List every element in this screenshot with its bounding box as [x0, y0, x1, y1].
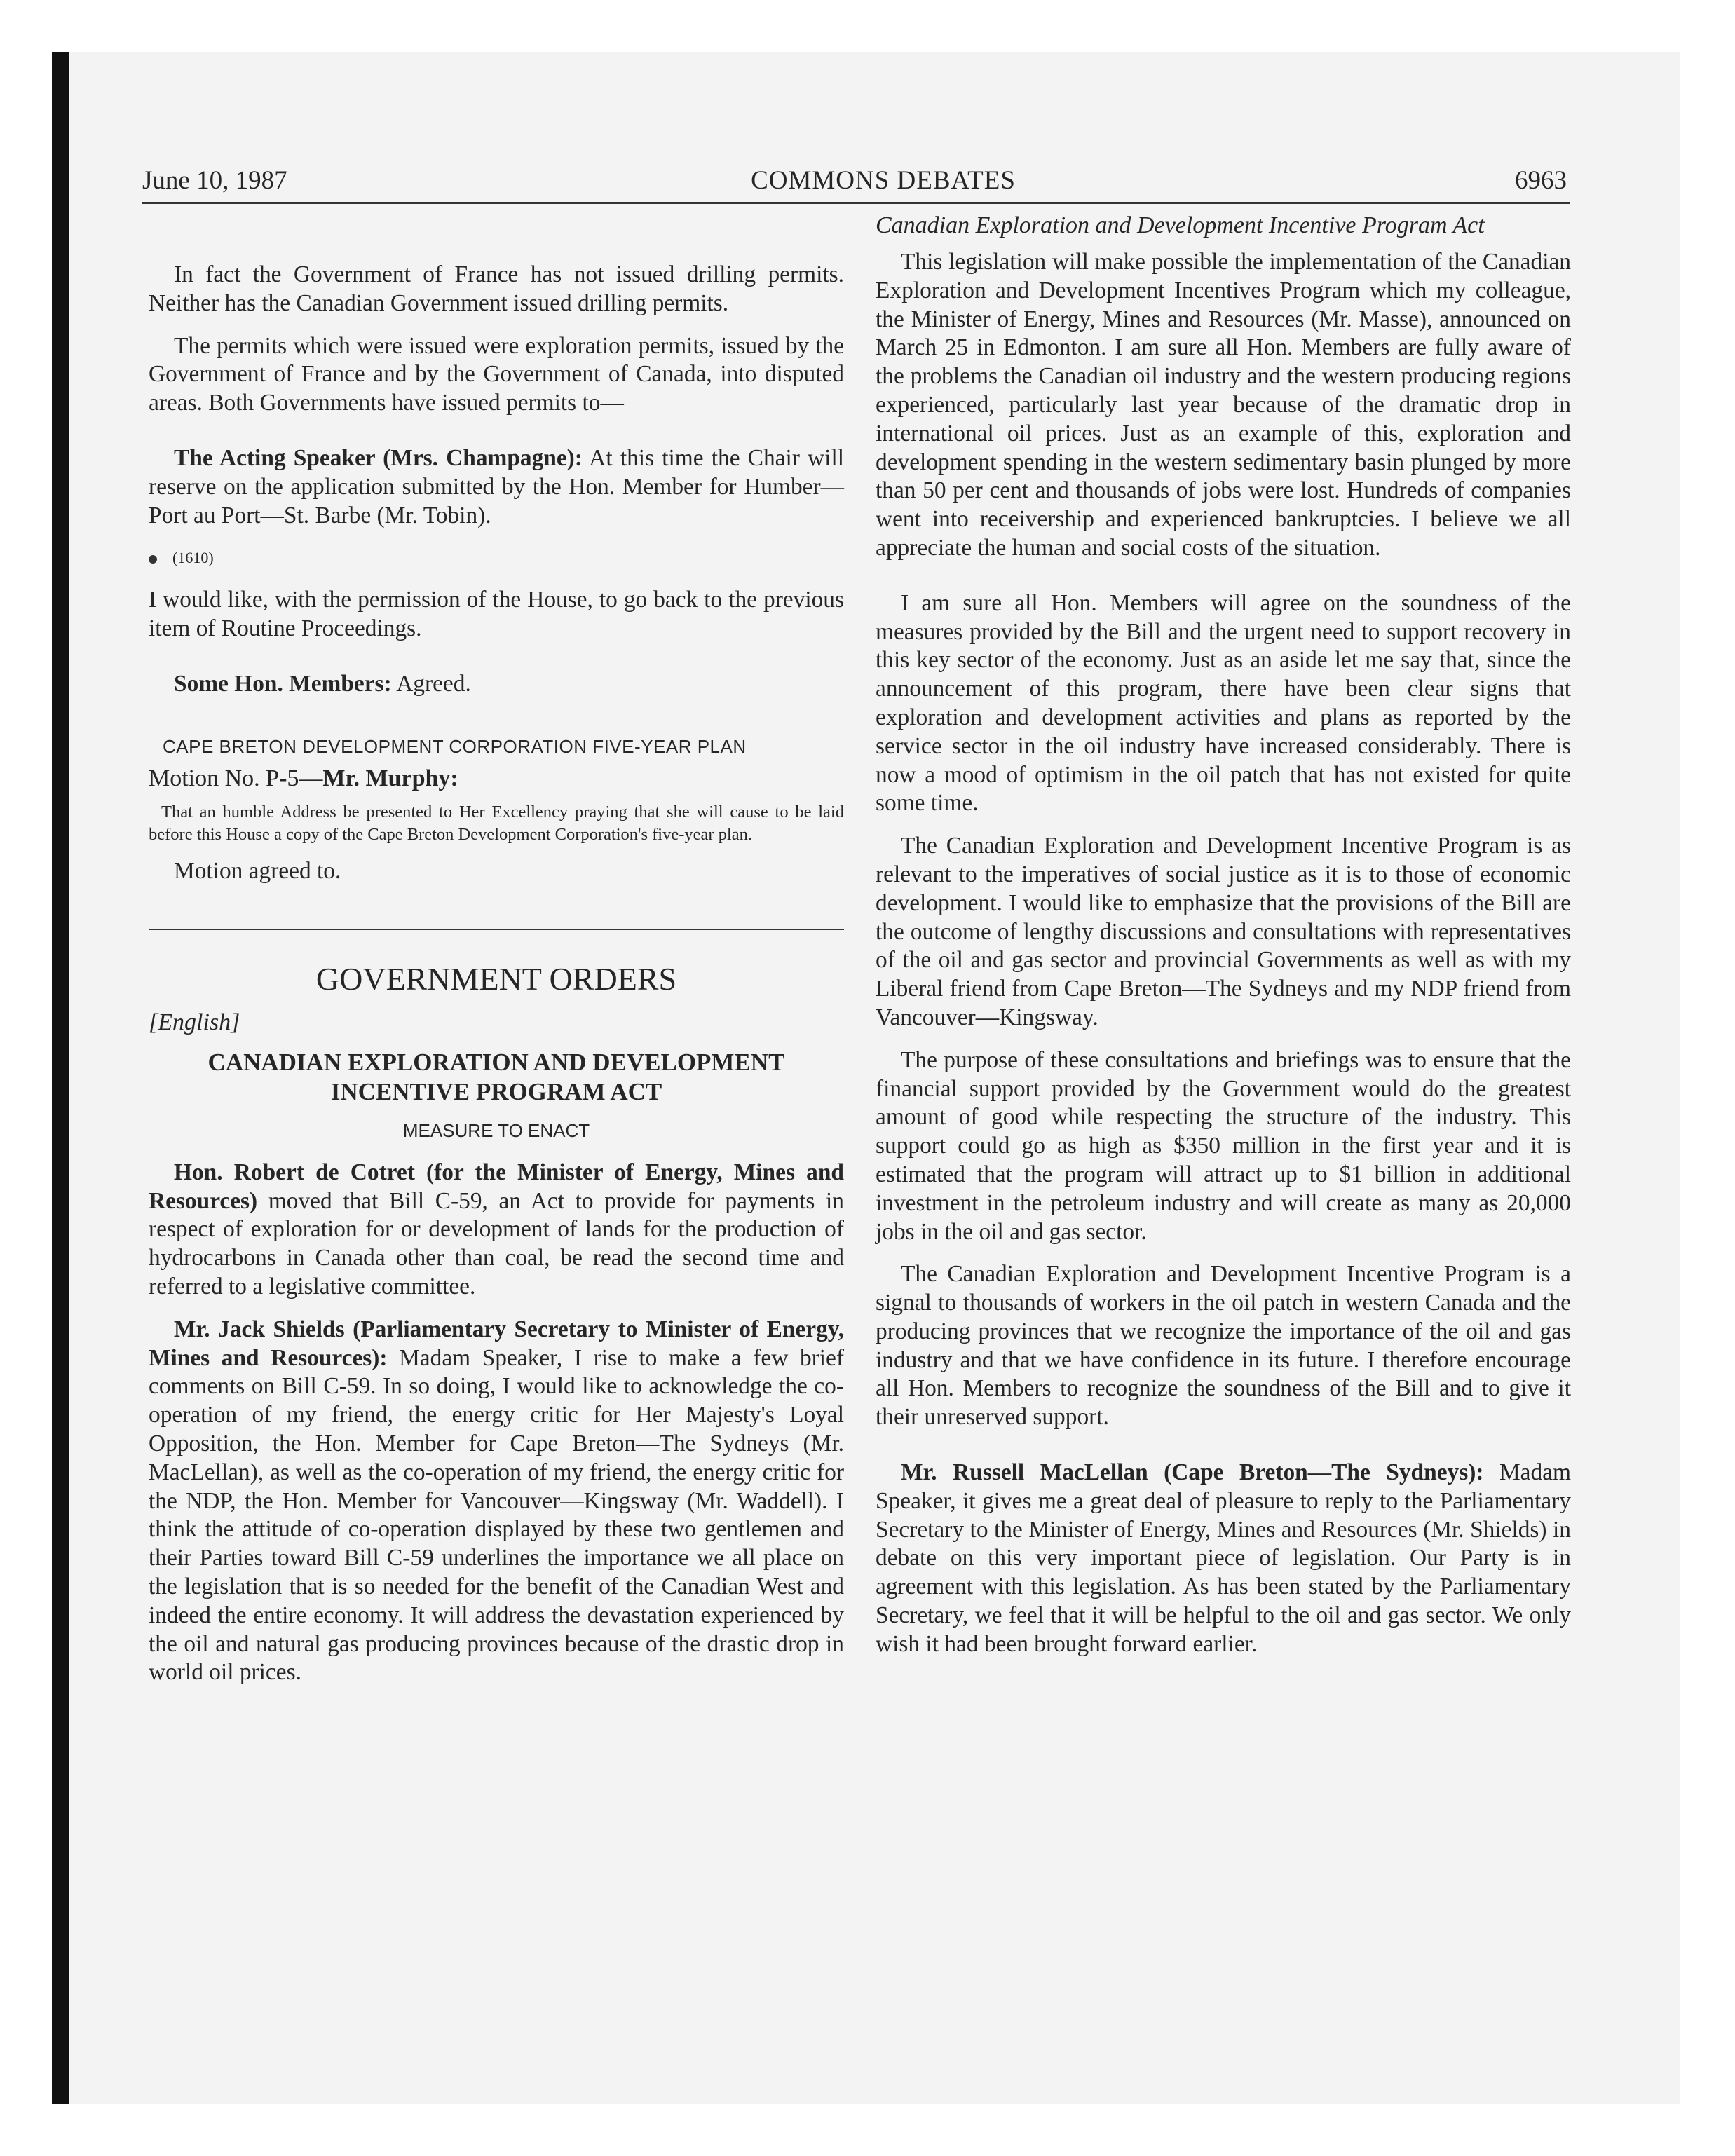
speech-text: Madam Speaker, it gives me a great deal of pleasure to reply to the Parliamentary Secretary to the Minister of Energy, Mines and Resources (Mr. Shields) in debate on this very important piece of legislation. Our Party is in agreement with this legislation. As has been stated by the Parliamentary Secretary, we feel that it will be helpful to the oil and gas sector. We only wish it had been brought forward earlier.	[876, 1459, 1571, 1657]
motion-number: Motion No. P-5—	[149, 765, 323, 791]
paragraph: In fact the Government of France has not issued drilling permits. Neither has the Canadian Government issued drilling permits.	[149, 261, 844, 316]
paragraph: The permits which were issued were exploration permits, issued by the Government of France and by the Government of Canada, into disputed areas. Both Governments have issued permits to—	[149, 332, 844, 416]
speech	[149, 1159, 844, 1302]
header-page-number: 6963	[1515, 166, 1567, 195]
paragraph: The Canadian Exploration and Development Incentive Program is as relevant to the imperatives of social justice as it is to those of economic development. I would like to emphasize that the provisions of the Bill are the outcome of lengthy discussions and consultations with representatives of the oil and gas sector and provincial Governments as well as with my Liberal friend from Cape Breton—The Sydneys and my NDP friend from Vancouver—Kingsway.	[876, 833, 1571, 1030]
speech-text: At this time the Chair will reserve on the application submitted by the Hon. Member for Humber—Port au Port—St. Barbe (Mr. Tobin).	[149, 444, 844, 528]
paragraph: The purpose of these consultations and briefings was to ensure that the financial support provided by the Government would do the greatest amount of good while respecting the structure of the industry. This support could go as high as $350 million in the first year and it is estimated that the program will attract up to $1 billion in additional investment in the petroleum industry and will create as many as 20,000 jobs in the oil and gas sector.	[876, 1046, 1571, 1245]
header-rule	[142, 202, 1570, 204]
time-marker	[149, 547, 844, 568]
bullet-icon	[149, 555, 157, 564]
header-date: June 10, 1987	[142, 166, 287, 195]
speaker-name: The Acting Speaker (Mrs. Champagne):	[174, 444, 583, 471]
speech	[149, 1316, 844, 1687]
speech-text: Agreed.	[396, 670, 471, 697]
speech-text: Madam Speaker, I rise to make a few brief comments on Bill C-59. In so doing, I would like to acknowledge the co-operation of my friend, the energy critic for Her Majesty's Loyal Opposition, the Hon. Member for Cape Breton—The Sydneys (Mr. MacLellan), as well as the co-operation of my friend, the energy critic for the NDP, the Hon. Member for Vancouver—Kingsway (Mr. Waddell). I think the attitude of co-operation displayed by these two gentlemen and their Parties toward Bill C-59 underlines the importance we all place on the legislation that is so needed for the benefit of the Canadian West and indeed the entire economy. It will address the devastation experienced by the oil and natural gas producing provinces because of the drastic drop in world oil prices.	[149, 1344, 844, 1686]
speaker-name: Mr. Jack Shields (Parliamentary Secretary to Minister of Energy, Mines and Resources):	[149, 1316, 844, 1371]
speaker-name: Mr. Russell MacLellan (Cape Breton—The Sydneys):	[901, 1459, 1484, 1486]
paragraph: The Canadian Exploration and Development Incentive Program is a signal to thousands of workers in the oil patch in western Canada and the producing provinces that we recognize the importance of the oil and gas industry and that we have confidence in its future. I therefore encourage all Hon. Members to recognize the soundness of the Bill and to give it their unreserved support.	[876, 1261, 1571, 1431]
motion-heading: CAPE BRETON DEVELOPMENT CORPORATION FIVE-YEAR PLAN	[163, 735, 747, 757]
header-title: COMMONS DEBATES	[751, 166, 1016, 195]
motion-mover: Mr. Murphy:	[322, 765, 458, 791]
motion-line	[149, 763, 844, 794]
speech-text: moved that Bill C-59, an Act to provide for payments in respect of exploration for or development of lands for the production of hydrocarbons in Canada other than coal, be read the second time and referred to a legislative committee.	[149, 1187, 844, 1299]
running-title: Canadian Exploration and Development Incentive Program Act	[876, 212, 1485, 238]
scan-edge-shadow	[52, 52, 69, 2104]
motion-text: That an humble Address be presented to Her Excellency praying that she will cause to be laid before this House a copy of the Cape Breton Development Corporation's five-year plan.	[149, 802, 844, 844]
speech	[149, 444, 844, 530]
right-column	[876, 210, 1571, 1659]
bill-subtitle: MEASURE TO ENACT	[402, 1119, 590, 1141]
section-heading: GOVERNMENT ORDERS	[315, 960, 677, 997]
motion-result: Motion agreed to.	[174, 857, 341, 884]
paragraph: I would like, with the permission of the House, to go back to the previous item of Routine Proceedings.	[149, 587, 844, 642]
speech	[149, 670, 844, 699]
speaker-name: Hon. Robert de Cotret (for the Minister of Energy, Mines and Resources)	[149, 1159, 844, 1214]
language-tag: [English]	[149, 1009, 240, 1035]
speaker-name: Some Hon. Members:	[174, 670, 392, 697]
speech	[876, 1459, 1571, 1659]
section-divider	[149, 929, 844, 930]
paragraph: This legislation will make possible the implementation of the Canadian Exploration and Development Incentives Program which my colleague, the Minister of Energy, Mines and Resources (Mr. Masse), announced on March 25 in Edmonton. I am sure all Hon. Members are fully aware of the problems the Canadian oil industry and the western producing regions experienced, particularly last year because of the dramatic drop in international oil prices. Just as an example of this, exploration and development spending in the western sedimentary basin plunged by more than 50 per cent and thousands of jobs were lost. Hundreds of companies went into receivership and experienced bankruptcies. I believe we all appreciate the human and social costs of the situation.	[876, 249, 1571, 561]
left-column	[149, 210, 844, 1687]
paragraph: I am sure all Hon. Members will agree on the soundness of the measures provided by the Bill and the urgent need to support recovery in this key sector of the economy. Just as an aside let me say that, since the announcement of this program, there have been clear signs that exploration and development activities and plans as reported by the service sector in the oil industry have increased considerably. There is now a mood of optimism in the oil patch that has not existed for quite some time.	[876, 589, 1571, 817]
time-marker-label: (1610)	[172, 549, 214, 567]
bill-title: CANADIAN EXPLORATION AND DEVELOPMENT INCENTIVE PROGRAM ACT	[207, 1048, 785, 1105]
